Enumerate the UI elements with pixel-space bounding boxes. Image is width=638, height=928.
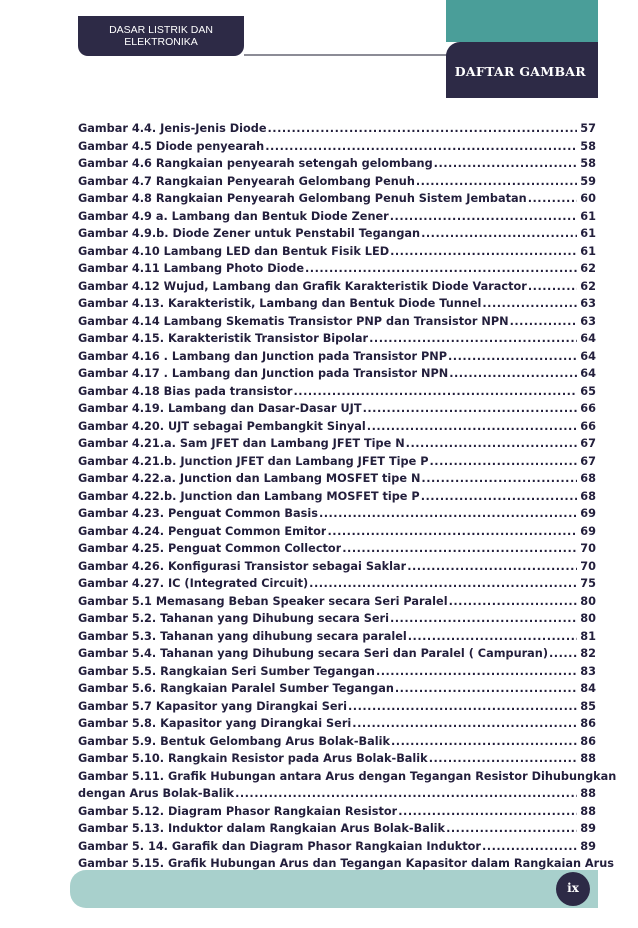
toc-entry-label: Gambar 4.8 Rangkaian Penyearah Gelombang Penuh Sistem Jembatan bbox=[78, 192, 527, 205]
toc-entry-label: Gambar 4.13. Karakteristik, Lambang dan Bentuk Diode Tunnel bbox=[78, 297, 482, 310]
toc-entry-page: 81 bbox=[580, 629, 596, 643]
toc-entry[interactable] bbox=[78, 820, 596, 838]
toc-entry-page: 61 bbox=[580, 227, 596, 240]
toc-entry[interactable] bbox=[78, 698, 596, 716]
toc-entry[interactable] bbox=[78, 750, 596, 768]
dot-leader bbox=[510, 313, 577, 331]
toc-entry-page: 67 bbox=[580, 437, 596, 450]
toc-entry[interactable] bbox=[78, 260, 596, 278]
dot-leader bbox=[430, 453, 578, 471]
toc-entry-page: 88 bbox=[580, 752, 596, 765]
toc-entry-page: 61 bbox=[580, 244, 596, 258]
dot-leader bbox=[449, 365, 577, 383]
toc-entry[interactable] bbox=[78, 523, 596, 541]
dot-leader bbox=[265, 138, 577, 156]
toc-entry-label: Gambar 5.7 Kapasitor yang Dirangkai Seri bbox=[78, 699, 347, 713]
toc-entry[interactable] bbox=[78, 838, 596, 856]
toc-entry-label: Gambar 4.9 a. Lambang dan Bentuk Diode Zener bbox=[78, 209, 389, 223]
toc-entry-page: 65 bbox=[580, 384, 596, 398]
toc-entry-page: 69 bbox=[580, 507, 596, 520]
toc-entry-label: Gambar 4.22.a. Junction dan Lambang MOSFET tipe N bbox=[78, 472, 421, 485]
toc-entry-label: Gambar 4.4. Jenis-Jenis Diode bbox=[78, 122, 267, 135]
toc-entry[interactable] bbox=[78, 400, 596, 418]
toc-entry-label: Gambar 4.26. Konfigurasi Transistor sebagai Saklar bbox=[78, 559, 407, 573]
section-header-band bbox=[446, 42, 598, 98]
book-title-line-2: ELEKTRONIKA bbox=[124, 36, 198, 48]
toc-entry[interactable] bbox=[78, 208, 596, 226]
toc-entry-page: 60 bbox=[580, 192, 596, 205]
dot-leader bbox=[376, 663, 577, 681]
toc-entry-label: Gambar 5.4. Tahanan yang Dihubung secara Seri dan Paralel ( Campuran) bbox=[78, 647, 549, 660]
toc-entry[interactable] bbox=[78, 313, 596, 331]
toc-entry[interactable] bbox=[78, 278, 596, 296]
toc-entry[interactable] bbox=[78, 348, 596, 366]
book-title-tag bbox=[78, 16, 244, 56]
toc-entry[interactable] bbox=[78, 435, 596, 453]
toc-entry-page: 57 bbox=[580, 122, 596, 135]
toc-entry-page: 66 bbox=[580, 419, 596, 433]
toc-entry[interactable] bbox=[78, 138, 596, 156]
toc-entry-page: 86 bbox=[580, 734, 596, 748]
dot-leader bbox=[429, 750, 577, 768]
dot-leader bbox=[348, 698, 577, 716]
toc-entry-page: 58 bbox=[580, 157, 596, 170]
toc-entry-page: 69 bbox=[580, 524, 596, 538]
dot-leader bbox=[406, 435, 577, 453]
toc-entry-page: 82 bbox=[580, 647, 596, 660]
dot-leader bbox=[407, 558, 577, 576]
toc-entry-label: Gambar 4.5 Diode penyearah bbox=[78, 139, 265, 153]
toc-entry-page: 89 bbox=[580, 822, 596, 835]
toc-entry-label: Gambar 5.10. Rangkain Resistor pada Arus Bolak-Balik bbox=[78, 752, 428, 765]
toc-entry-page: 59 bbox=[580, 174, 596, 188]
dot-leader bbox=[363, 400, 577, 418]
toc-entry-label: Gambar 4.18 Bias pada transistor bbox=[78, 384, 293, 398]
table-of-figures bbox=[78, 120, 617, 890]
toc-entry[interactable] bbox=[78, 365, 596, 383]
toc-entry[interactable] bbox=[78, 663, 596, 681]
dot-leader bbox=[390, 243, 577, 261]
dot-leader bbox=[482, 838, 577, 856]
dot-leader bbox=[421, 225, 577, 243]
toc-entry[interactable] bbox=[78, 418, 596, 436]
toc-entry-page: 67 bbox=[580, 454, 596, 468]
page-number: ix bbox=[556, 872, 590, 906]
dot-leader bbox=[421, 488, 577, 506]
toc-entry[interactable] bbox=[78, 173, 596, 191]
dot-leader bbox=[309, 575, 577, 593]
book-title-line-1: DASAR LISTRIK DAN bbox=[109, 24, 213, 36]
toc-entry-label: Gambar 5.8. Kapasitor yang Dirangkai Seri bbox=[78, 717, 352, 730]
toc-entry-page: 86 bbox=[580, 717, 596, 730]
toc-entry-line bbox=[78, 768, 617, 786]
toc-entry-label: Gambar 4.24. Penguat Common Emitor bbox=[78, 524, 327, 538]
toc-entry-page: 80 bbox=[580, 594, 596, 608]
toc-entry-label: Gambar 4.20. UJT sebagai Pembangkit Sinyal bbox=[78, 419, 366, 433]
toc-entry-label: Gambar 4.7 Rangkaian Penyearah Gelombang Penuh bbox=[78, 174, 415, 188]
toc-entry-label: Gambar 5.3. Tahanan yang dihubung secara paralel bbox=[78, 629, 407, 643]
toc-entry-page: 70 bbox=[580, 559, 596, 573]
toc-entry[interactable] bbox=[78, 715, 596, 733]
toc-entry-page: 64 bbox=[580, 349, 596, 363]
toc-entry-label: Gambar 5.2. Tahanan yang Dihubung secara Seri bbox=[78, 612, 389, 625]
toc-entry-label: Gambar 4.25. Penguat Common Collector bbox=[78, 542, 342, 555]
section-title: DAFTAR GAMBAR bbox=[454, 64, 586, 79]
toc-entry[interactable] bbox=[78, 785, 596, 803]
toc-entry[interactable] bbox=[78, 225, 596, 243]
toc-entry-label: Gambar 5.5. Rangkaian Seri Sumber Tegangan bbox=[78, 664, 375, 678]
dot-leader bbox=[305, 260, 577, 278]
dot-leader bbox=[390, 208, 577, 226]
toc-entry[interactable] bbox=[78, 733, 596, 751]
toc-entry-label: Gambar 5.15. Grafik Hubungan Arus dan Tegangan Kapasitor dalam Rangkaian Arus bbox=[78, 857, 615, 870]
dot-leader bbox=[268, 120, 577, 138]
toc-entry-label: Gambar 5.13. Induktor dalam Rangkaian Arus Bolak-Balik bbox=[78, 822, 446, 835]
toc-entry[interactable] bbox=[78, 453, 596, 471]
toc-entry[interactable] bbox=[78, 488, 596, 506]
toc-entry[interactable] bbox=[78, 540, 596, 558]
dot-leader bbox=[528, 278, 577, 296]
toc-entry[interactable] bbox=[78, 383, 596, 401]
toc-entry-label: dengan Arus Bolak-Balik bbox=[78, 787, 235, 800]
toc-entry-page: 61 bbox=[580, 209, 596, 223]
toc-entry-page: 84 bbox=[580, 682, 596, 695]
toc-entry-page: 63 bbox=[580, 297, 596, 310]
toc-entry[interactable] bbox=[78, 120, 596, 138]
toc-entry[interactable] bbox=[78, 330, 596, 348]
dot-leader bbox=[408, 628, 577, 646]
toc-entry-label: Gambar 4.11 Lambang Photo Diode bbox=[78, 262, 304, 275]
dot-leader bbox=[398, 803, 577, 821]
page-corner-accent bbox=[446, 0, 598, 42]
toc-entry-page: 75 bbox=[580, 577, 596, 590]
toc-entry-page: 70 bbox=[580, 542, 596, 555]
toc-entry-page: 80 bbox=[580, 612, 596, 625]
toc-entry-label: Gambar 4.6 Rangkaian penyearah setengah gelombang bbox=[78, 157, 433, 170]
dot-leader bbox=[421, 470, 577, 488]
toc-entry-page: 68 bbox=[580, 489, 596, 503]
dot-leader bbox=[448, 348, 577, 366]
toc-entry-label: Gambar 5.9. Bentuk Gelombang Arus Bolak-Balik bbox=[78, 734, 391, 748]
toc-entry-page: 62 bbox=[580, 262, 596, 275]
toc-entry[interactable] bbox=[78, 680, 596, 698]
toc-entry[interactable] bbox=[78, 593, 596, 611]
toc-entry-label: Gambar 4.23. Penguat Common Basis bbox=[78, 507, 318, 520]
dot-leader bbox=[449, 593, 577, 611]
toc-entry-page: 88 bbox=[580, 804, 596, 818]
toc-entry-label: Gambar 5. 14. Garafik dan Diagram Phasor Rangkaian Induktor bbox=[78, 839, 481, 853]
toc-entry-label: Gambar 4.27. IC (Integrated Circuit) bbox=[78, 577, 309, 590]
toc-entry-label: Gambar 4.15. Karakteristik Transistor Bipolar bbox=[78, 332, 369, 345]
toc-entry-label: Gambar 4.9.b. Diode Zener untuk Penstabil Tegangan bbox=[78, 227, 421, 240]
dot-leader bbox=[549, 645, 577, 663]
toc-entry-label: Gambar 4.10 Lambang LED dan Bentuk Fisik LED bbox=[78, 244, 390, 258]
toc-entry-page: 64 bbox=[580, 367, 596, 380]
footer-band bbox=[70, 870, 598, 908]
toc-entry[interactable] bbox=[78, 470, 596, 488]
toc-entry-label: Gambar 5.11. Grafik Hubungan antara Arus dengan Tegangan Resistor Dihubungkan bbox=[78, 769, 617, 783]
toc-entry[interactable] bbox=[78, 505, 596, 523]
toc-entry-label: Gambar 4.12 Wujud, Lambang dan Grafik Karakteristik Diode Varactor bbox=[78, 279, 527, 293]
dot-leader bbox=[482, 295, 577, 313]
toc-entry-page: 83 bbox=[580, 664, 596, 678]
dot-leader bbox=[390, 610, 577, 628]
dot-leader bbox=[446, 820, 577, 838]
toc-entry[interactable] bbox=[78, 628, 596, 646]
toc-entry-label: Gambar 4.17 . Lambang dan Junction pada Transistor NPN bbox=[78, 367, 449, 380]
toc-entry-label: Gambar 4.19. Lambang dan Dasar-Dasar UJT bbox=[78, 402, 362, 415]
toc-entry[interactable] bbox=[78, 645, 596, 663]
dot-leader bbox=[395, 680, 577, 698]
dot-leader bbox=[235, 785, 577, 803]
toc-entry-label: Gambar 4.14 Lambang Skematis Transistor PNP dan Transistor NPN bbox=[78, 314, 509, 328]
dot-leader bbox=[352, 715, 577, 733]
toc-entry-page: 85 bbox=[580, 699, 596, 713]
toc-entry[interactable] bbox=[78, 155, 596, 173]
dot-leader bbox=[391, 733, 577, 751]
dot-leader bbox=[369, 330, 577, 348]
toc-entry-page: 89 bbox=[580, 839, 596, 853]
toc-entry[interactable] bbox=[78, 295, 596, 313]
toc-entry-page: 66 bbox=[580, 402, 596, 415]
toc-entry[interactable] bbox=[78, 190, 596, 208]
dot-leader bbox=[528, 190, 577, 208]
dot-leader bbox=[434, 155, 577, 173]
toc-entry[interactable] bbox=[78, 558, 596, 576]
toc-entry-label: Gambar 4.21.a. Sam JFET dan Lambang JFET Tipe N bbox=[78, 437, 405, 450]
toc-entry-label: Gambar 4.16 . Lambang dan Junction pada Transistor PNP bbox=[78, 349, 448, 363]
toc-entry-page: 88 bbox=[580, 787, 596, 800]
dot-leader bbox=[342, 540, 577, 558]
toc-entry-page: 68 bbox=[580, 472, 596, 485]
toc-entry-label: Gambar 4.21.b. Junction JFET dan Lambang JFET Tipe P bbox=[78, 454, 429, 468]
toc-entry-page: 58 bbox=[580, 139, 596, 153]
toc-entry-page: 62 bbox=[580, 279, 596, 293]
dot-leader bbox=[294, 383, 578, 401]
toc-entry[interactable] bbox=[78, 575, 596, 593]
dot-leader bbox=[416, 173, 577, 191]
dot-leader bbox=[327, 523, 577, 541]
toc-entry[interactable] bbox=[78, 803, 596, 821]
toc-entry-page: 64 bbox=[580, 332, 596, 345]
toc-entry[interactable] bbox=[78, 243, 596, 261]
toc-entry-page: 63 bbox=[580, 314, 596, 328]
dot-leader bbox=[319, 505, 577, 523]
toc-entry-label: Gambar 5.12. Diagram Phasor Rangkaian Resistor bbox=[78, 804, 398, 818]
dot-leader bbox=[367, 418, 577, 436]
toc-entry-label: Gambar 5.1 Memasang Beban Speaker secara Seri Paralel bbox=[78, 594, 448, 608]
toc-entry[interactable] bbox=[78, 610, 596, 628]
toc-entry-label: Gambar 5.6. Rangkaian Paralel Sumber Tegangan bbox=[78, 682, 394, 695]
toc-entry-label: Gambar 4.22.b. Junction dan Lambang MOSFET tipe P bbox=[78, 489, 420, 503]
